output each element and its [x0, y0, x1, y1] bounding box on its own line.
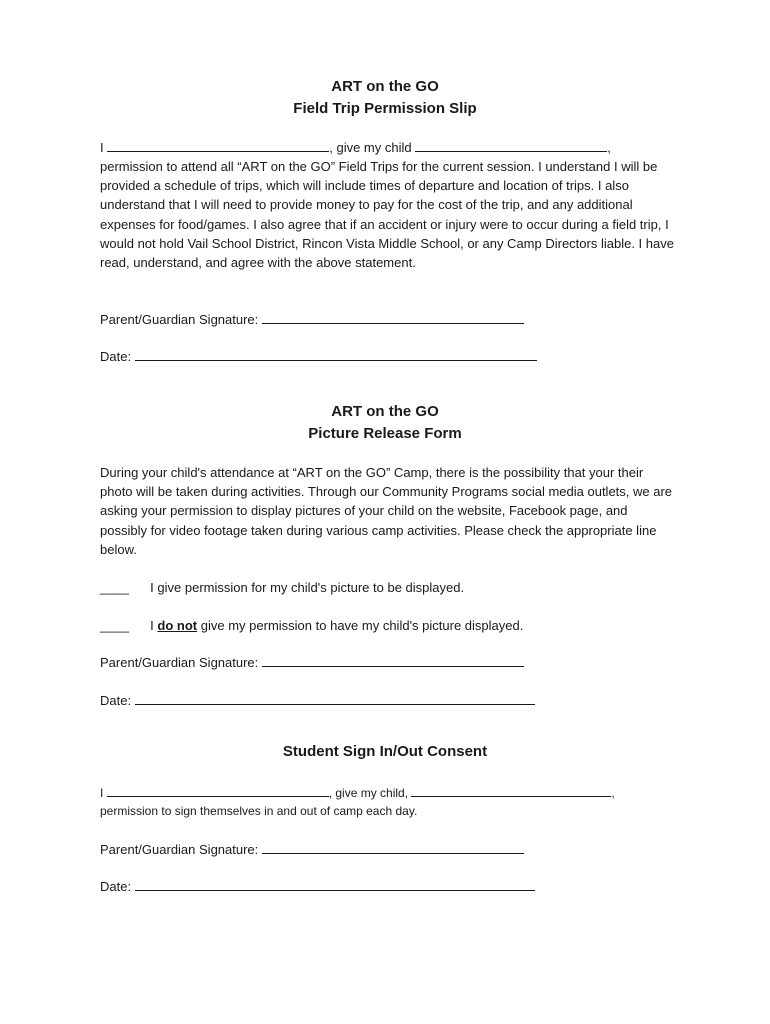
sign-in-out-name-line — [100, 783, 615, 803]
sign-in-out-signature-line — [100, 840, 524, 859]
picture-release-subtitle: Picture Release Form — [308, 425, 462, 442]
date-label: Date: — [100, 349, 132, 364]
permission-slip-body: permission to attend all “ART on the GO” Field Trips for the current session. I understand I will be provided a schedule of trips, which will include times of departure and location of trips. I also understand that I will need to provide money to pay for the cost of the trip, and any additional expenses for food/games. I also agree that if an accident or injury were to occur during a field trip, I would not hold Vail School District, Rincon Vista Middle School, or any Camp Directors liable. I have read, understand, and agree with the above statement. — [100, 159, 674, 271]
sign-in-out-middle: , give my child, — [328, 786, 409, 800]
option-allow-blank[interactable]: ____ — [100, 580, 129, 595]
date-label: Date: — [100, 879, 132, 894]
sign-in-out-date-line — [100, 877, 535, 896]
signature-label: Parent/Guardian Signature: — [100, 655, 259, 670]
picture-option-deny — [100, 616, 523, 635]
date-blank[interactable] — [135, 691, 535, 705]
sign-in-out-prefix: I — [100, 786, 104, 800]
permission-slip-name-line — [100, 138, 611, 157]
picture-option-allow — [100, 578, 464, 597]
option-deny-emphasis: do not — [157, 618, 198, 633]
option-deny-blank[interactable]: ____ — [100, 618, 129, 633]
permission-slip-signature-line — [100, 310, 524, 329]
option-allow-text: I give permission for my child's picture to be displayed. — [150, 580, 465, 595]
parent-name-blank[interactable] — [107, 783, 329, 797]
child-name-blank[interactable] — [411, 783, 611, 797]
date-blank[interactable] — [135, 877, 535, 891]
signature-blank[interactable] — [262, 840, 524, 854]
signature-label: Parent/Guardian Signature: — [100, 842, 259, 857]
picture-release-body: During your child's attendance at “ART on the GO” Camp, there is the possibility that your their photo will be taken during activities. Through our Community Programs social media outlets, we are asking your permission to display pictures of your child on the website, Facebook page, and possibly for video footage taken during various camp activities. Please check the appropriate line below. — [100, 465, 673, 557]
signature-blank[interactable] — [262, 310, 524, 324]
sign-in-out-suffix: , — [611, 786, 615, 800]
picture-release-title: ART on the GO — [331, 403, 439, 420]
date-blank[interactable] — [135, 347, 537, 361]
child-name-blank[interactable] — [415, 138, 607, 152]
picture-release-date-line — [100, 691, 535, 710]
permission-slip-suffix: , — [607, 140, 611, 155]
signature-blank[interactable] — [262, 653, 524, 667]
option-deny-pre: I — [150, 618, 154, 633]
permission-slip-subtitle: Field Trip Permission Slip — [293, 100, 477, 117]
permission-slip-prefix: I — [100, 140, 104, 155]
sign-in-out-title: Student Sign In/Out Consent — [282, 743, 488, 760]
option-deny-post: give my permission to have my child's picture displayed. — [200, 618, 524, 633]
permission-slip-date-line — [100, 347, 537, 366]
permission-slip-middle: , give my child — [329, 140, 412, 155]
signature-label: Parent/Guardian Signature: — [100, 312, 259, 327]
parent-name-blank[interactable] — [107, 138, 329, 152]
date-label: Date: — [100, 693, 132, 708]
sign-in-out-body: permission to sign themselves in and out of camp each day. — [100, 804, 418, 818]
permission-slip-title: ART on the GO — [331, 78, 439, 95]
picture-release-signature-line — [100, 653, 524, 672]
